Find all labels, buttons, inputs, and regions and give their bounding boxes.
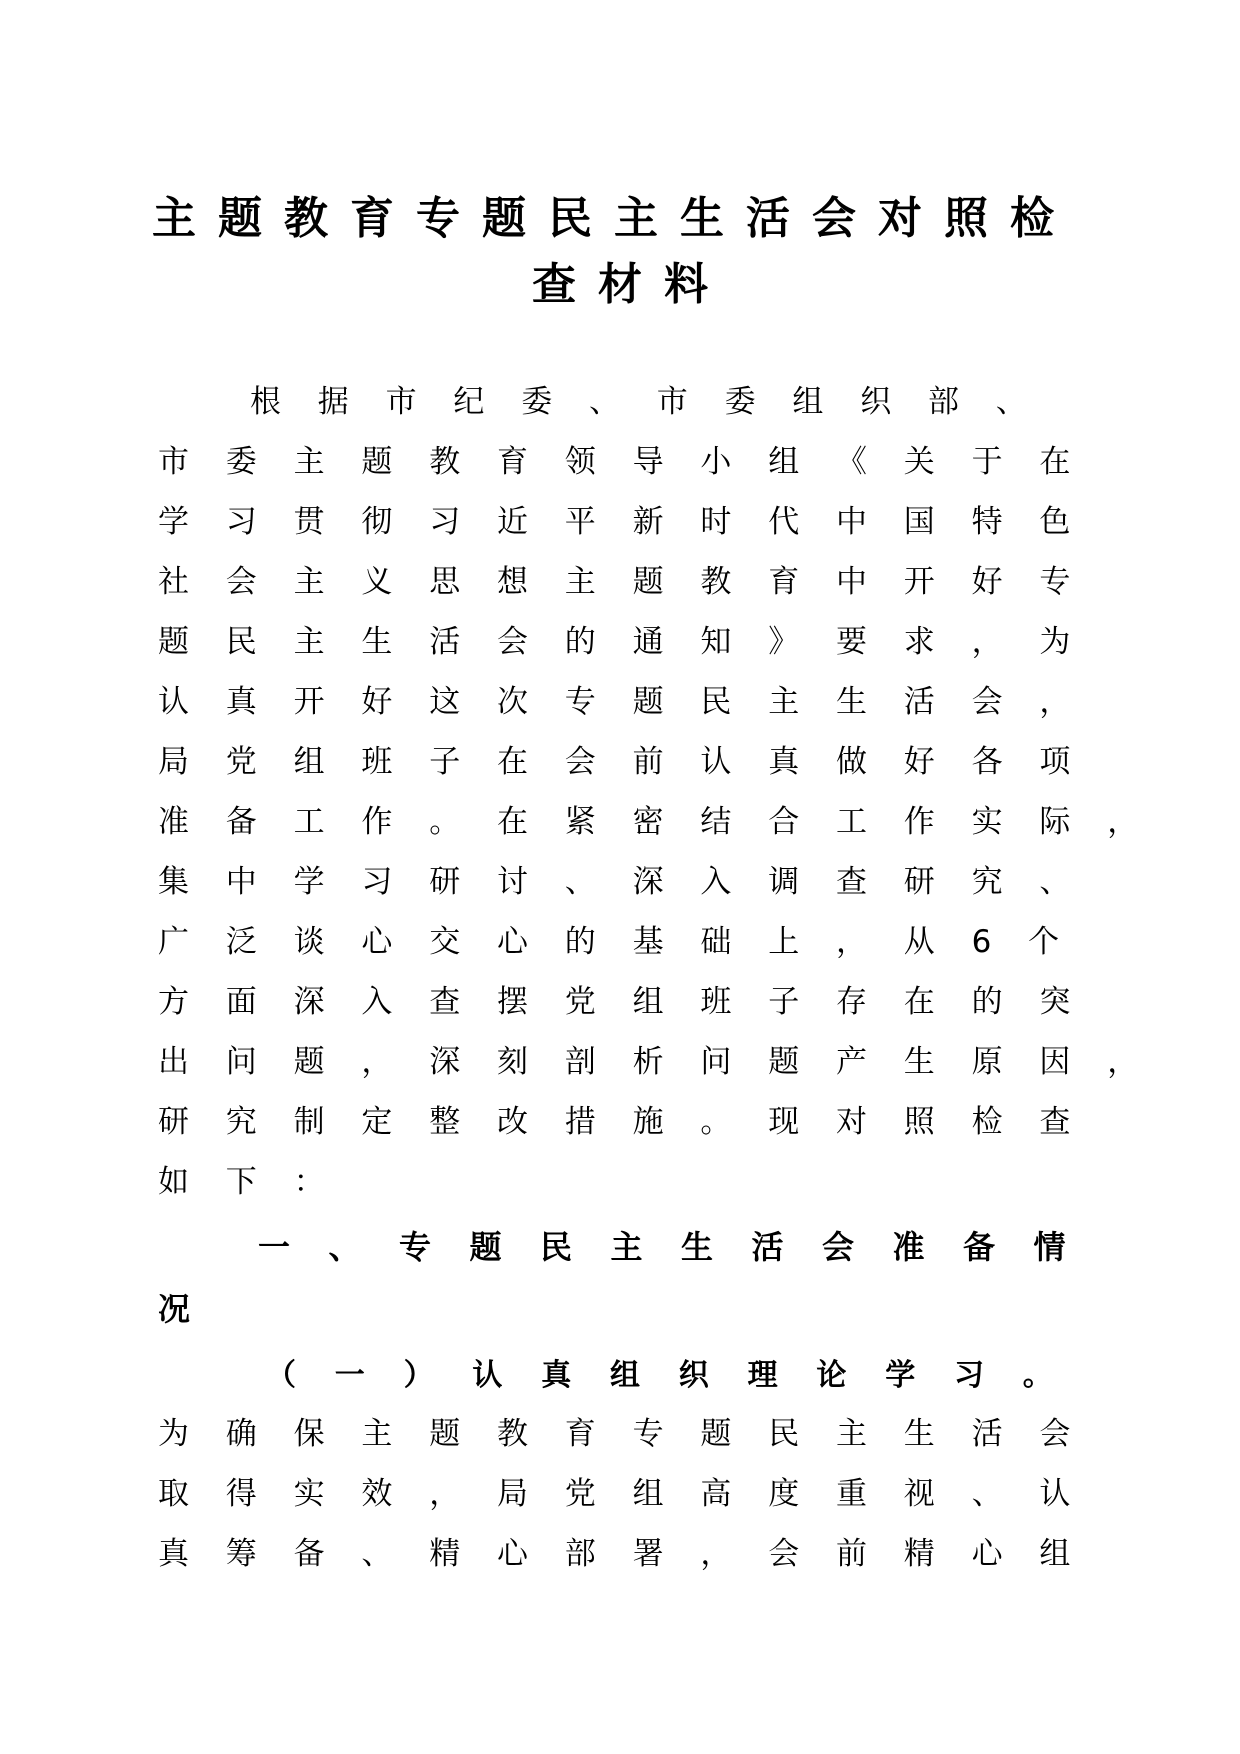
body-paragraph-line: 社会主义思想主题教育中开好专 <box>158 564 1108 600</box>
body-paragraph-line: 研究制定整改措施。现对照检查 <box>158 1104 1108 1140</box>
body-paragraph-line: 学习贯彻习近平新时代中国特色 <box>158 504 1108 540</box>
subsection-heading: （一）认真组织理论学习。 <box>266 1358 1092 1393</box>
section-heading-line-2: 况 <box>158 1290 227 1328</box>
section-paragraph-line: 取得实效，局党组高度重视、认 <box>158 1476 1108 1512</box>
body-paragraph-line: 认真开好这次专题民主生活会， <box>158 684 1108 720</box>
body-paragraph-line: 准备工作。在紧密结合工作实际， <box>158 804 1175 840</box>
body-paragraph-line: 题民主生活会的通知》要求，为 <box>158 624 1108 660</box>
document-title-line-2: 查材料 <box>532 259 730 310</box>
body-paragraph-line: 市委主题教育领导小组《关于在 <box>158 444 1108 480</box>
body-paragraph-line: 方面深入查摆党组班子存在的突 <box>158 984 1108 1020</box>
body-paragraph-line: 广泛谈心交心的基础上，从6个 <box>158 924 1096 960</box>
body-paragraph-line: 根据市纪委、市委组织部、 <box>250 384 1064 420</box>
document-title-line-1: 主题教育专题民主生活会对照检 <box>152 193 1076 244</box>
section-heading-line-1: 一、专题民主生活会准备情 <box>258 1228 1105 1266</box>
body-paragraph-line: 集中学习研讨、深入调查研究、 <box>158 864 1108 900</box>
body-paragraph-line: 局党组班子在会前认真做好各项 <box>158 744 1108 780</box>
section-paragraph-line: 真筹备、精心部署，会前精心组 <box>158 1536 1108 1572</box>
body-paragraph-line: 出问题，深刻剖析问题产生原因， <box>158 1044 1175 1080</box>
body-paragraph-line: 如下： <box>158 1164 362 1200</box>
section-paragraph-line: 为确保主题教育专题民主生活会 <box>158 1416 1108 1452</box>
